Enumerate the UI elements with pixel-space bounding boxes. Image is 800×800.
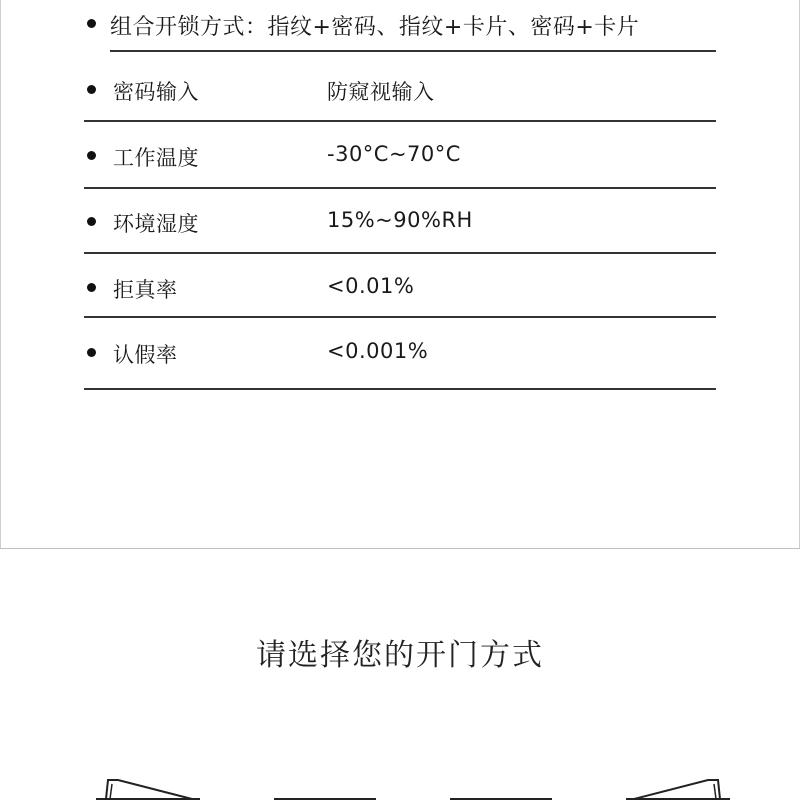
spec-value: <0.01% [327, 274, 415, 298]
spec-row-working-temp [84, 122, 716, 188]
spec-value: 15%~90%RH [327, 208, 473, 232]
spec-label: 工作温度 [113, 146, 199, 170]
unlock-section-title: 请选择您的开门方式 [256, 638, 544, 673]
spec-row-password-input [84, 54, 716, 122]
bullet-icon [87, 85, 96, 94]
bullet-icon [87, 283, 96, 292]
bullet-icon [87, 151, 96, 160]
row-divider [110, 50, 716, 52]
spec-row-far [84, 317, 716, 390]
bullet-icon [87, 348, 96, 357]
door-open-left-icon [92, 770, 204, 800]
spec-label: 密码输入 [113, 80, 199, 104]
combo-unlock-text: 组合开锁方式：指纹+密码、指纹+卡片、密码+卡片 [110, 15, 640, 40]
spec-label: 环境湿度 [113, 212, 199, 236]
spec-value: -30°C~70°C [327, 142, 461, 166]
bullet-icon [87, 19, 96, 28]
bullet-icon [87, 217, 96, 226]
door-closed-icon [270, 770, 380, 800]
spec-value: 防窥视输入 [327, 80, 435, 104]
spec-row-humidity [84, 188, 716, 253]
spec-value: <0.001% [327, 339, 429, 363]
section-divider [0, 548, 800, 549]
row-divider [84, 388, 716, 390]
page-border-left [0, 0, 1, 548]
spec-row-frr [84, 253, 716, 317]
door-open-right-icon [622, 770, 734, 800]
spec-row-combo [84, 0, 716, 54]
spec-label: 拒真率 [113, 278, 178, 302]
spec-label: 认假率 [113, 343, 178, 367]
door-closed-icon [446, 770, 556, 800]
